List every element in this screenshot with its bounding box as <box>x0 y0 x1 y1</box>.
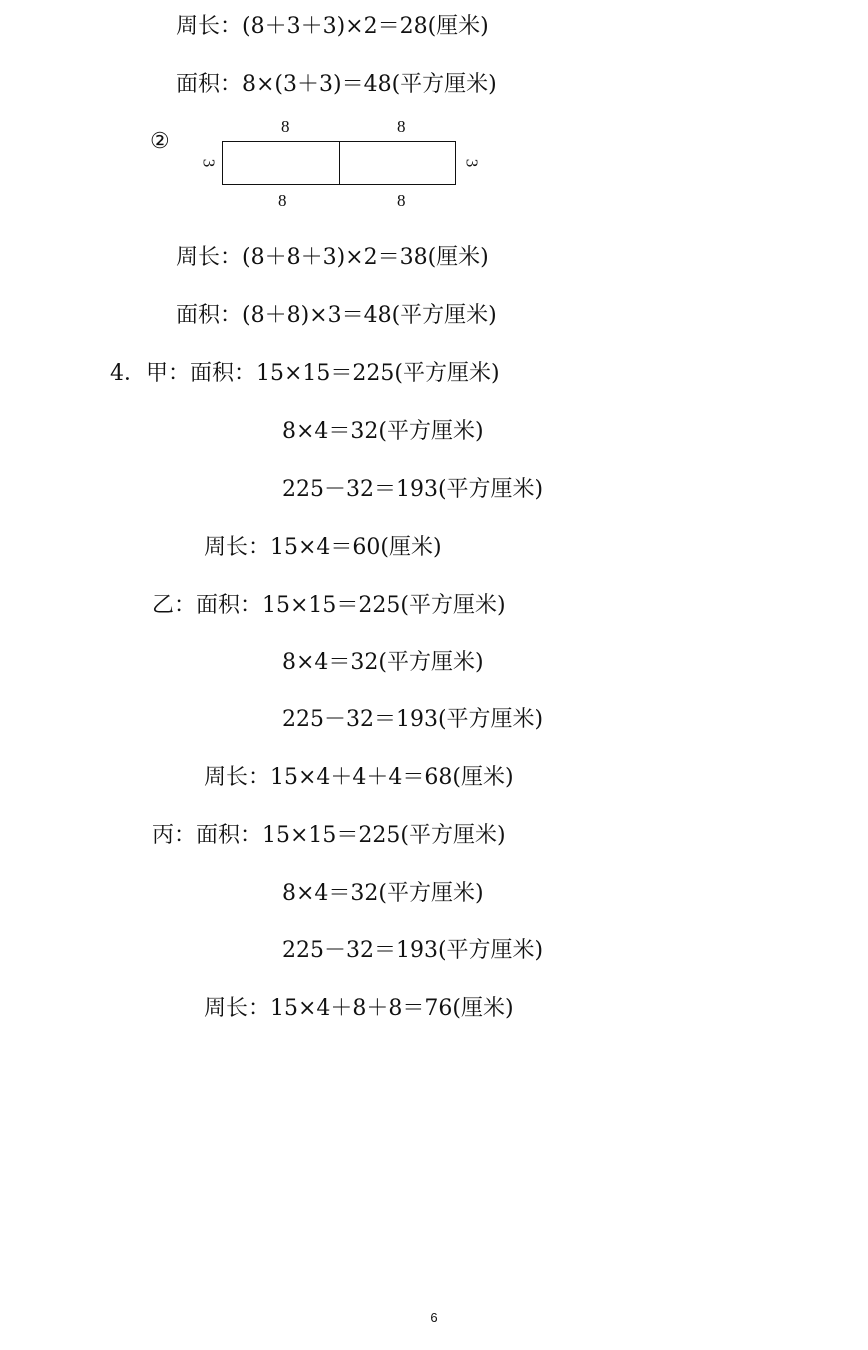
dim-bottom-left: 8 <box>278 191 287 210</box>
line-yi-perimeter: 周长：15×4＋4＋4＝68(厘米) <box>204 765 514 790</box>
line-bing-area: 丙：面积：15×15＝225(平方厘米) <box>152 823 506 848</box>
line-jia-perimeter: 周长：15×4＝60(厘米) <box>204 535 442 560</box>
rectangle-divider <box>339 142 340 184</box>
line-jia-sub-area: 8×4＝32(平方厘米) <box>282 419 484 444</box>
line-bing-sub-area: 8×4＝32(平方厘米) <box>282 881 484 906</box>
line-perimeter-2: 周长：(8＋8＋3)×2＝38(厘米) <box>176 245 489 270</box>
dim-top-right: 8 <box>397 117 406 136</box>
line-jia-result: 225－32＝193(平方厘米) <box>282 477 544 502</box>
line-yi-result: 225－32＝193(平方厘米) <box>282 707 544 732</box>
page-number: 6 <box>430 1310 438 1325</box>
line-perimeter-1: 周长：(8＋3＋3)×2＝28(厘米) <box>176 14 489 39</box>
line-bing-perimeter: 周长：15×4＋8＋8＝76(厘米) <box>204 996 514 1021</box>
dim-top-left: 8 <box>281 117 290 136</box>
line-area-1: 面积：8×(3＋3)＝48(平方厘米) <box>176 72 497 97</box>
line-bing-result: 225－32＝193(平方厘米) <box>282 938 544 963</box>
rectangle-diagram <box>140 110 500 220</box>
dim-side-left: 3 <box>199 158 219 168</box>
line-area-2: 面积：(8＋8)×3＝48(平方厘米) <box>176 303 497 328</box>
line-yi-sub-area: 8×4＝32(平方厘米) <box>282 650 484 675</box>
line-jia-area: 4．甲：面积：15×15＝225(平方厘米) <box>110 361 500 386</box>
line-yi-area: 乙：面积：15×15＝225(平方厘米) <box>152 593 506 618</box>
dim-bottom-right: 8 <box>397 191 406 210</box>
diagram-number: ② <box>150 129 170 154</box>
rectangle-shape <box>222 141 456 185</box>
dim-side-right: 3 <box>462 158 482 168</box>
